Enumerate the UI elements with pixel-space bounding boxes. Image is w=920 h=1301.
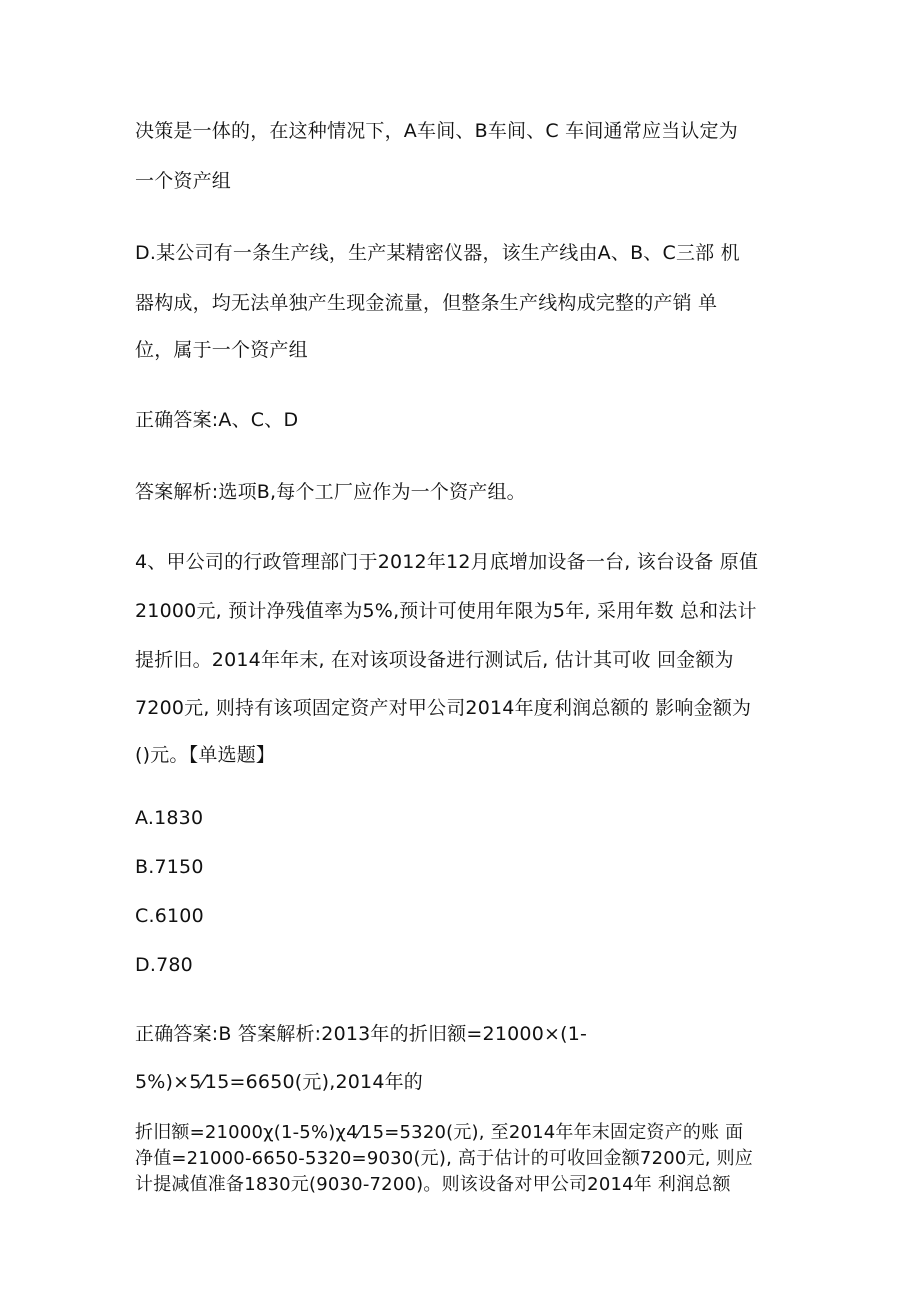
option-b: B.7150 bbox=[135, 856, 204, 878]
explanation-text: 净值=21000-6650-5320=9030(元), 高于估计的可收回金额7200元, 则应 bbox=[135, 1148, 753, 1169]
question-text: 21000元, 预计净残值率为5%,预计可使用年限为5年, 采用年数 总和法计 bbox=[135, 600, 757, 622]
question-text: 提折旧。2014年年末, 在对该项设备进行测试后, 估计其可收 回金额为 bbox=[135, 649, 734, 671]
option-c: C.6100 bbox=[135, 905, 204, 927]
text-line: 器构成，均无法单独产生现金流量，但整条生产线构成完整的产销 单 bbox=[135, 292, 718, 314]
explanation-text: 5%)×5⁄15=6650(元),2014年的 bbox=[135, 1071, 424, 1093]
correct-answer: 正确答案:A、C、D bbox=[135, 409, 299, 431]
text-line: 位，属于一个资产组 bbox=[135, 339, 308, 361]
question-text: 4、甲公司的行政管理部门于2012年12月底增加设备一台, 该台设备 原值 bbox=[135, 551, 759, 573]
option-a: A.1830 bbox=[135, 807, 204, 829]
question-type: ()元。【单选题】 bbox=[135, 744, 276, 766]
correct-answer-explanation: 正确答案:B 答案解析:2013年的折旧额=21000×(1- bbox=[135, 1023, 588, 1045]
answer-explanation: 答案解析:选项B,每个工厂应作为一个资产组。 bbox=[135, 481, 526, 503]
question-text: 7200元, 则持有该项固定资产对甲公司2014年度利润总额的 影响金额为 bbox=[135, 697, 752, 719]
explanation-text: 折旧额=21000χ(1-5%)χ4⁄15=5320(元), 至2014年年末固定资产的账 面 bbox=[135, 1122, 744, 1143]
text-line: D.某公司有一条生产线，生产某精密仪器，该生产线由A、B、C三部 机 bbox=[135, 242, 740, 264]
text-line: 决策是一体的，在这种情况下，A车间、B车间、C 车间通常应当认定为 bbox=[135, 120, 738, 142]
option-d: D.780 bbox=[135, 954, 193, 976]
explanation-text: 计提减值准备1830元(9030-7200)。则该设备对甲公司2014年 利润总额 bbox=[135, 1174, 731, 1195]
text-line: 一个资产组 bbox=[135, 170, 232, 192]
